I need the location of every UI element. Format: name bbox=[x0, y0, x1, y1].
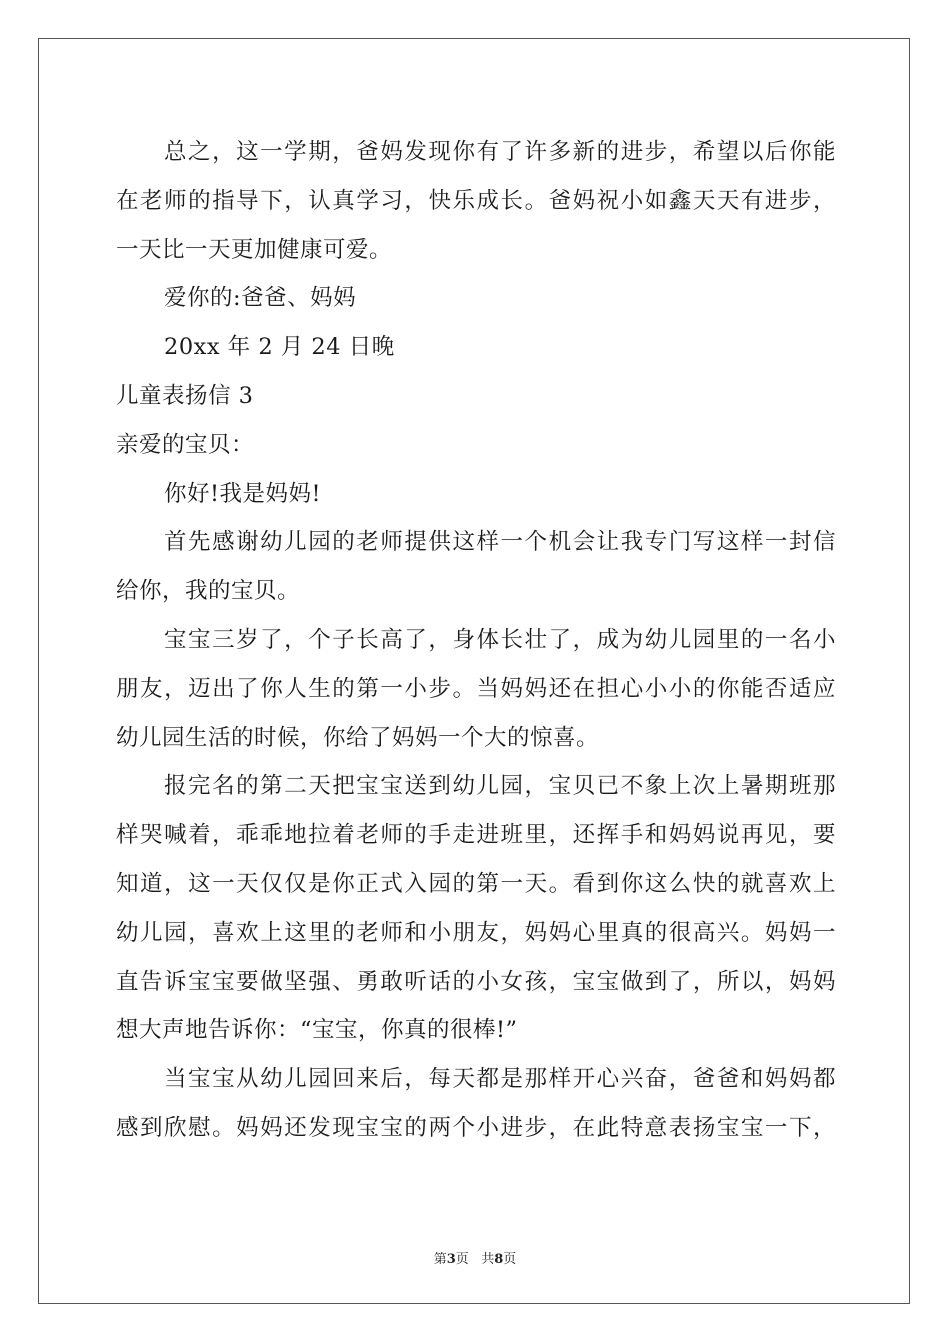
text-line: 给你，我的宝贝。 bbox=[116, 578, 301, 605]
text-line: 首先感谢幼儿园的老师提供这样一个机会让我专门写这样一封信 bbox=[164, 529, 836, 556]
text-line: 感到欣慰。妈妈还发现宝宝的两个小进步，在此特意表扬宝宝一下， bbox=[116, 1114, 836, 1141]
page-footer bbox=[0, 1248, 950, 1267]
total-label-suffix: 页 bbox=[503, 1252, 517, 1267]
text-line: 知道，这一天仅仅是你正式入园的第一天。看到你这么快的就喜欢上 bbox=[116, 870, 836, 897]
text-line: 当宝宝从幼儿园回来后，每天都是那样开心兴奋，爸爸和妈妈都 bbox=[164, 1066, 836, 1093]
text-line: 报完名的第二天把宝宝送到幼儿园，宝贝已不象上次上暑期班那 bbox=[164, 773, 836, 800]
date-line: 20xx 年 2 月 24 日晚 bbox=[164, 334, 395, 361]
text-line: 想大声地告诉你：“宝宝，你真的很棒!” bbox=[116, 1017, 518, 1044]
greeting-line: 你好!我是妈妈! bbox=[164, 480, 322, 507]
text-line: 朋友，迈出了你人生的第一小步。当妈妈还在担心小小的你能否适应 bbox=[116, 675, 836, 702]
section-title: 儿童表扬信 3 bbox=[116, 382, 254, 409]
text-line: 幼儿园，喜欢上这里的老师和小朋友，妈妈心里真的很高兴。妈妈一 bbox=[116, 919, 836, 946]
document-body bbox=[116, 128, 836, 1153]
text-line: 总之，这一学期，爸妈发现你有了许多新的进步，希望以后你能 bbox=[164, 139, 836, 165]
text-line: 幼儿园生活的时候，你给了妈妈一个大的惊喜。 bbox=[116, 724, 600, 751]
total-label-prefix: 共 bbox=[481, 1252, 495, 1267]
page-label-prefix: 第 bbox=[433, 1252, 447, 1267]
page-label-suffix: 页 bbox=[455, 1252, 469, 1267]
salutation: 亲爱的宝贝： bbox=[116, 431, 255, 458]
text-line: 一天比一天更加健康可爱。 bbox=[116, 236, 393, 263]
text-line: 在老师的指导下，认真学习，快乐成长。爸妈祝小如鑫天天有进步， bbox=[116, 187, 836, 214]
signature-line: 爱你的:爸爸、妈妈 bbox=[164, 285, 357, 312]
text-line: 宝宝三岁了，个子长高了，身体长壮了，成为幼儿园里的一名小 bbox=[164, 626, 836, 653]
current-page-number: 3 bbox=[446, 1252, 456, 1267]
total-page-number: 8 bbox=[494, 1252, 504, 1267]
text-line: 直告诉宝宝要做坚强、勇敢听话的小女孩，宝宝做到了，所以，妈妈 bbox=[116, 968, 836, 995]
text-line: 样哭喊着，乖乖地拉着老师的手走进班里，还挥手和妈妈说再见，要 bbox=[116, 822, 836, 849]
